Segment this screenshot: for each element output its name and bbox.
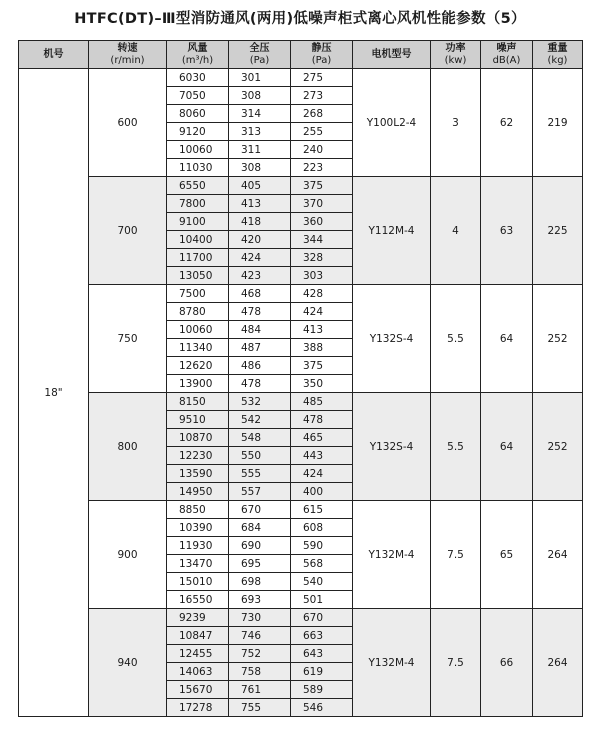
flow-cell: 10870 [167, 429, 229, 447]
header-model: 机号 [19, 41, 89, 69]
flow-cell: 9100 [167, 213, 229, 231]
flow-cell: 10390 [167, 519, 229, 537]
power-cell: 4 [431, 177, 481, 285]
total-pressure-cell: 550 [229, 447, 291, 465]
motor-cell: Y132S-4 [353, 285, 431, 393]
flow-cell: 11030 [167, 159, 229, 177]
flow-cell: 13590 [167, 465, 229, 483]
total-pressure-cell: 693 [229, 591, 291, 609]
total-pressure-cell: 311 [229, 141, 291, 159]
static-pressure-cell: 424 [291, 303, 353, 321]
total-pressure-cell: 420 [229, 231, 291, 249]
header-speed: 转速 (r/min) [89, 41, 167, 69]
weight-cell: 252 [533, 285, 583, 393]
flow-cell: 12455 [167, 645, 229, 663]
static-pressure-cell: 240 [291, 141, 353, 159]
weight-cell: 219 [533, 69, 583, 177]
speed-cell: 600 [89, 69, 167, 177]
flow-cell: 8780 [167, 303, 229, 321]
static-pressure-cell: 360 [291, 213, 353, 231]
static-pressure-cell: 328 [291, 249, 353, 267]
total-pressure-cell: 308 [229, 159, 291, 177]
motor-cell: Y132S-4 [353, 393, 431, 501]
flow-cell: 14063 [167, 663, 229, 681]
flow-cell: 16550 [167, 591, 229, 609]
total-pressure-cell: 758 [229, 663, 291, 681]
static-pressure-cell: 643 [291, 645, 353, 663]
static-pressure-cell: 590 [291, 537, 353, 555]
power-cell: 5.5 [431, 285, 481, 393]
flow-cell: 12230 [167, 447, 229, 465]
motor-cell: Y112M-4 [353, 177, 431, 285]
flow-cell: 9239 [167, 609, 229, 627]
static-pressure-cell: 428 [291, 285, 353, 303]
total-pressure-cell: 670 [229, 501, 291, 519]
static-pressure-cell: 465 [291, 429, 353, 447]
flow-cell: 7050 [167, 87, 229, 105]
total-pressure-cell: 418 [229, 213, 291, 231]
motor-cell: Y132M-4 [353, 501, 431, 609]
performance-table [18, 40, 583, 717]
static-pressure-cell: 540 [291, 573, 353, 591]
total-pressure-cell: 487 [229, 339, 291, 357]
total-pressure-cell: 684 [229, 519, 291, 537]
total-pressure-cell: 695 [229, 555, 291, 573]
header-weight: 重量 (kg) [533, 41, 583, 69]
static-pressure-cell: 275 [291, 69, 353, 87]
static-pressure-cell: 663 [291, 627, 353, 645]
power-cell: 3 [431, 69, 481, 177]
table-row [19, 609, 583, 627]
flow-cell: 7800 [167, 195, 229, 213]
static-pressure-cell: 388 [291, 339, 353, 357]
static-pressure-cell: 478 [291, 411, 353, 429]
total-pressure-cell: 698 [229, 573, 291, 591]
flow-cell: 13470 [167, 555, 229, 573]
flow-cell: 12620 [167, 357, 229, 375]
static-pressure-cell: 370 [291, 195, 353, 213]
table-row [19, 393, 583, 411]
flow-cell: 6550 [167, 177, 229, 195]
total-pressure-cell: 548 [229, 429, 291, 447]
header-power: 功率 (kw) [431, 41, 481, 69]
total-pressure-cell: 752 [229, 645, 291, 663]
flow-cell: 14950 [167, 483, 229, 501]
static-pressure-cell: 443 [291, 447, 353, 465]
static-pressure-cell: 273 [291, 87, 353, 105]
total-pressure-cell: 484 [229, 321, 291, 339]
total-pressure-cell: 313 [229, 123, 291, 141]
motor-cell: Y132M-4 [353, 609, 431, 717]
header-noise: 噪声 dB(A) [481, 41, 533, 69]
flow-cell: 15010 [167, 573, 229, 591]
total-pressure-cell: 730 [229, 609, 291, 627]
total-pressure-cell: 478 [229, 303, 291, 321]
total-pressure-cell: 755 [229, 699, 291, 717]
total-pressure-cell: 301 [229, 69, 291, 87]
flow-cell: 13050 [167, 267, 229, 285]
total-pressure-cell: 308 [229, 87, 291, 105]
speed-cell: 800 [89, 393, 167, 501]
noise-cell: 63 [481, 177, 533, 285]
static-pressure-cell: 501 [291, 591, 353, 609]
static-pressure-cell: 485 [291, 393, 353, 411]
weight-cell: 264 [533, 609, 583, 717]
power-cell: 5.5 [431, 393, 481, 501]
flow-cell: 13900 [167, 375, 229, 393]
total-pressure-cell: 405 [229, 177, 291, 195]
flow-cell: 17278 [167, 699, 229, 717]
static-pressure-cell: 268 [291, 105, 353, 123]
static-pressure-cell: 615 [291, 501, 353, 519]
noise-cell: 64 [481, 393, 533, 501]
total-pressure-cell: 690 [229, 537, 291, 555]
flow-cell: 10060 [167, 321, 229, 339]
total-pressure-cell: 746 [229, 627, 291, 645]
power-cell: 7.5 [431, 501, 481, 609]
header-total-pressure: 全压 (Pa) [229, 41, 291, 69]
static-pressure-cell: 350 [291, 375, 353, 393]
table-row [19, 501, 583, 519]
static-pressure-cell: 670 [291, 609, 353, 627]
static-pressure-cell: 223 [291, 159, 353, 177]
static-pressure-cell: 546 [291, 699, 353, 717]
weight-cell: 264 [533, 501, 583, 609]
flow-cell: 6030 [167, 69, 229, 87]
static-pressure-cell: 619 [291, 663, 353, 681]
table-row [19, 285, 583, 303]
flow-cell: 9510 [167, 411, 229, 429]
total-pressure-cell: 486 [229, 357, 291, 375]
static-pressure-cell: 375 [291, 177, 353, 195]
flow-cell: 11930 [167, 537, 229, 555]
total-pressure-cell: 423 [229, 267, 291, 285]
noise-cell: 65 [481, 501, 533, 609]
total-pressure-cell: 314 [229, 105, 291, 123]
table-row [19, 69, 583, 87]
flow-cell: 10847 [167, 627, 229, 645]
static-pressure-cell: 568 [291, 555, 353, 573]
static-pressure-cell: 400 [291, 483, 353, 501]
model-number-cell: 18" [19, 69, 89, 717]
static-pressure-cell: 424 [291, 465, 353, 483]
speed-cell: 700 [89, 177, 167, 285]
noise-cell: 66 [481, 609, 533, 717]
flow-cell: 10400 [167, 231, 229, 249]
static-pressure-cell: 589 [291, 681, 353, 699]
header-row [19, 41, 583, 69]
flow-cell: 8150 [167, 393, 229, 411]
noise-cell: 64 [481, 285, 533, 393]
flow-cell: 11700 [167, 249, 229, 267]
motor-cell: Y100L2-4 [353, 69, 431, 177]
weight-cell: 252 [533, 393, 583, 501]
static-pressure-cell: 344 [291, 231, 353, 249]
flow-cell: 15670 [167, 681, 229, 699]
total-pressure-cell: 413 [229, 195, 291, 213]
flow-cell: 11340 [167, 339, 229, 357]
power-cell: 7.5 [431, 609, 481, 717]
flow-cell: 8060 [167, 105, 229, 123]
page-title: HTFC(DT)–Ⅲ型消防通风(两用)低噪声柜式离心风机性能参数（5） [74, 11, 526, 27]
total-pressure-cell: 557 [229, 483, 291, 501]
speed-cell: 940 [89, 609, 167, 717]
static-pressure-cell: 413 [291, 321, 353, 339]
static-pressure-cell: 375 [291, 357, 353, 375]
total-pressure-cell: 555 [229, 465, 291, 483]
total-pressure-cell: 542 [229, 411, 291, 429]
total-pressure-cell: 761 [229, 681, 291, 699]
static-pressure-cell: 255 [291, 123, 353, 141]
flow-cell: 10060 [167, 141, 229, 159]
flow-cell: 9120 [167, 123, 229, 141]
header-static-pressure: 静压 (Pa) [291, 41, 353, 69]
total-pressure-cell: 468 [229, 285, 291, 303]
static-pressure-cell: 303 [291, 267, 353, 285]
speed-cell: 900 [89, 501, 167, 609]
flow-cell: 7500 [167, 285, 229, 303]
noise-cell: 62 [481, 69, 533, 177]
table-body [19, 69, 583, 717]
weight-cell: 225 [533, 177, 583, 285]
speed-cell: 750 [89, 285, 167, 393]
total-pressure-cell: 478 [229, 375, 291, 393]
flow-cell: 8850 [167, 501, 229, 519]
total-pressure-cell: 424 [229, 249, 291, 267]
header-motor: 电机型号 [353, 41, 431, 69]
static-pressure-cell: 608 [291, 519, 353, 537]
total-pressure-cell: 532 [229, 393, 291, 411]
table-row [19, 177, 583, 195]
header-flow: 风量 (m³/h) [167, 41, 229, 69]
